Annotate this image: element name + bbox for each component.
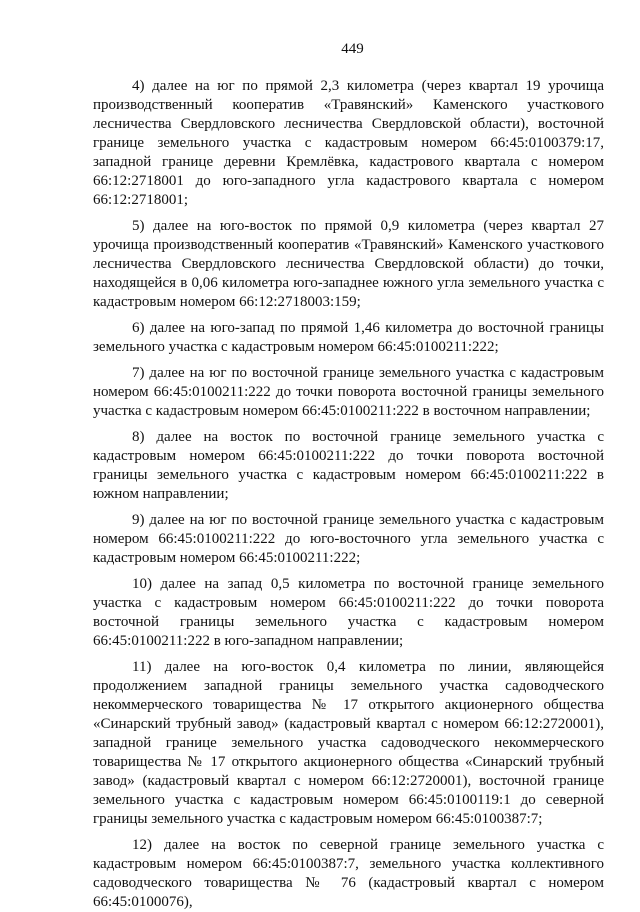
boundary-paragraph-7: 7) далее на юг по восточной границе земельного участка с кадастровым номером 66:45:0100211:222 до точки поворота восточной границы земельного участка с кадастровым номером 66:45:0100211:222 в восточном направлении; <box>93 365 604 419</box>
boundary-paragraph-4: 4) далее на юг по прямой 2,3 километра (через квартал 19 урочища производственный кооператив «Травянский» Каменского участкового лесничества Свердловского лесничества Свердловской области), восточной границе земельного участка с кадастровым номером 66:45:0100379:17, западной границе деревни Кремлёвка, кадастрового квартала с номером 66:12:2718001 до юго-западного угла кадастрового квартала с номером 66:12:2718001; <box>93 78 604 208</box>
boundary-paragraph-5: 5) далее на юго-восток по прямой 0,9 километра (через квартал 27 урочища производственный кооператив «Травянский» Каменского участкового лесничества Свердловского лесничества Свердловской области) до точки, находящейся в 0,06 километра юго-западнее южного угла земельного участка с кадастровым номером 66:12:2718003:159; <box>93 218 604 310</box>
boundary-paragraph-8: 8) далее на восток по восточной границе земельного участка с кадастровым номером 66:45:0100211:222 до точки поворота восточной границы земельного участка с кадастровым номером 66:45:0100211:222 в южном направлении; <box>93 429 604 502</box>
boundary-paragraph-11: 11) далее на юго-восток 0,4 километра по линии, являющейся продолжением западной границы земельного участка садоводческого некоммерческого товарищества № 17 открытого акционерного общества «Синарский трубный завод» (кадастровый квартал с номером 66:12:2720001), западной границе земельного участка садоводческого некоммерческого товарищества № 17 открытого акционерного общества «Синарский трубный завод» (кадастровый квартал с номером 66:12:2720001), восточной границе земельного участка с кадастровым номером 66:45:0100119:1 до северной границы земельного участка с кадастровым номером 66:45:0100387:7; <box>93 659 604 827</box>
boundary-paragraph-12: 12) далее на восток по северной границе земельного участка с кадастровым номером 66:45:0100387:7, земельного участка коллективного садоводческого товарищества № 76 (кадастровый квартал с номером 66:45:0100076), <box>93 837 604 910</box>
page-number: 449 <box>341 41 364 57</box>
boundary-paragraph-6: 6) далее на юго-запад по прямой 1,46 километра до восточной границы земельного участка с кадастровым номером 66:45:0100211:222; <box>93 320 604 355</box>
boundary-paragraph-9: 9) далее на юг по восточной границе земельного участка с кадастровым номером 66:45:0100211:222 до юго-восточного угла земельного участка с кадастровым номером 66:45:0100211:222; <box>93 512 604 566</box>
boundary-paragraph-10: 10) далее на запад 0,5 километра по восточной границе земельного участка с кадастровым номером 66:45:0100211:222 до точки поворота восточной границы земельного участка с кадастровым номером 66:45:0100211:222 в юго-западном направлении; <box>93 576 604 649</box>
